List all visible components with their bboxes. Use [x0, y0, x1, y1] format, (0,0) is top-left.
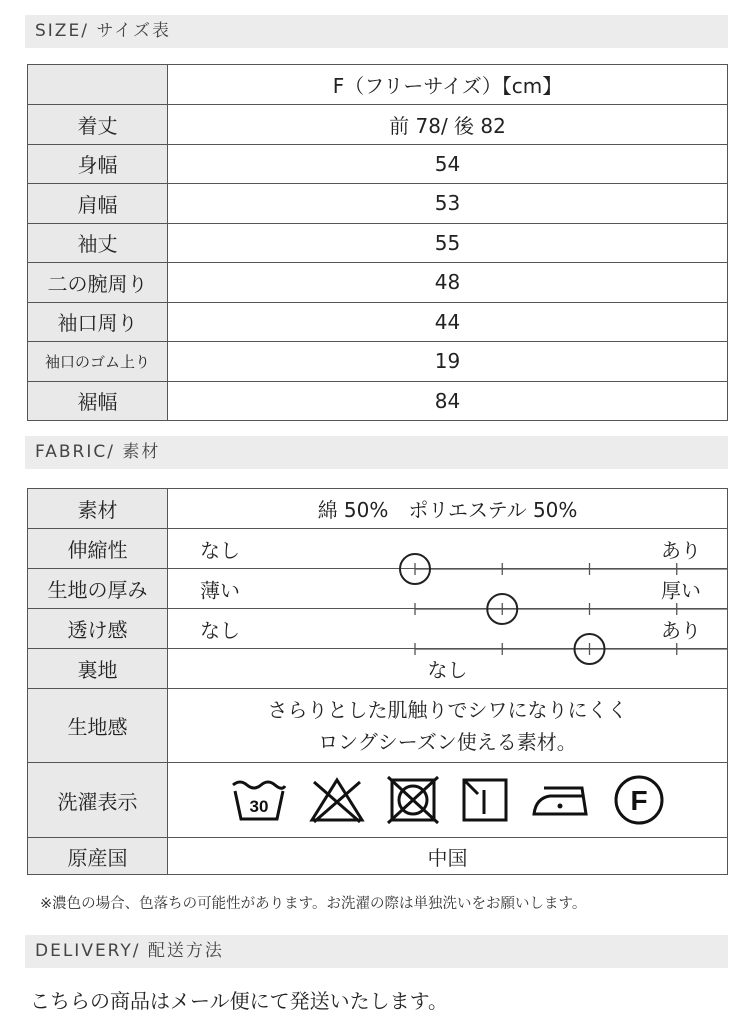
- size-value: 55: [168, 223, 728, 263]
- wash-temp-text: 30: [249, 797, 268, 816]
- table-row: [28, 144, 728, 184]
- size-value: 54: [168, 144, 728, 184]
- thickness-scale-left: 薄い: [200, 578, 240, 602]
- dry-clean-letter: F: [629, 785, 648, 816]
- line-dry-shade-icon: [460, 776, 510, 824]
- sheerness-scale-right: あり: [661, 618, 701, 642]
- table-row: [28, 184, 728, 224]
- sheerness-label: 透け感: [28, 609, 168, 649]
- size-label: 身幅: [28, 144, 168, 184]
- size-value: 53: [168, 184, 728, 224]
- size-label: 肩幅: [28, 184, 168, 224]
- size-value: 19: [168, 342, 728, 382]
- size-table-corner: [28, 65, 168, 105]
- fabric-table: [27, 488, 728, 875]
- size-table-header-row: [28, 65, 728, 105]
- care-label: 洗濯表示: [28, 763, 168, 838]
- stretch-scale-graphic: [168, 549, 728, 589]
- care-note: ※濃色の場合、色落ちの可能性があります。お洗濯の際は単独洗いをお願いします。: [40, 896, 587, 912]
- table-row: [28, 763, 728, 838]
- size-section-header: SIZE/ サイズ表: [25, 15, 728, 48]
- table-row: [28, 105, 728, 145]
- lining-value: なし: [168, 649, 728, 689]
- size-label: 袖口のゴム上り: [28, 342, 168, 382]
- thickness-scale-graphic: [168, 589, 728, 629]
- wash-30-icon: [230, 777, 288, 823]
- table-row: [28, 342, 728, 382]
- no-tumble-dry-icon: [386, 775, 440, 825]
- texture-line-2: ロングシーズン使える素材。: [318, 729, 577, 754]
- material-value: 綿 50% ポリエステル 50%: [168, 489, 728, 529]
- size-label: 裾幅: [28, 381, 168, 421]
- texture-line-1: さらりとした肌触りでシワになりにくく: [267, 697, 628, 722]
- thickness-scale-right: 厚い: [661, 578, 701, 602]
- size-table: [27, 64, 728, 421]
- delivery-text: こちらの商品はメール便にて発送いたします。: [30, 989, 448, 1013]
- size-column-header: F（フリーサイズ）【cm】: [168, 65, 728, 105]
- care-symbols: [168, 763, 728, 838]
- dry-clean-f-icon: [612, 773, 666, 827]
- table-row: [28, 838, 728, 875]
- size-value: 84: [168, 381, 728, 421]
- table-row: [28, 489, 728, 529]
- texture-value: [168, 689, 728, 763]
- lining-label: 裏地: [28, 649, 168, 689]
- table-row: [28, 223, 728, 263]
- size-label: 着丈: [28, 105, 168, 145]
- no-bleach-icon: [308, 776, 366, 824]
- stretch-label: 伸縮性: [28, 529, 168, 569]
- stretch-scale-left: なし: [200, 538, 240, 562]
- table-row: [28, 381, 728, 421]
- sheerness-scale-left: なし: [200, 618, 240, 642]
- size-label: 袖口周り: [28, 302, 168, 342]
- table-row: [28, 529, 728, 569]
- table-row: [28, 302, 728, 342]
- size-label: 袖丈: [28, 223, 168, 263]
- size-value: 48: [168, 263, 728, 303]
- delivery-section-header: DELIVERY/ 配送方法: [25, 935, 728, 968]
- origin-label: 原産国: [28, 838, 168, 875]
- size-value: 前 78/ 後 82: [168, 105, 728, 145]
- fabric-section-header: FABRIC/ 素材: [25, 436, 728, 469]
- size-label: 二の腕周り: [28, 263, 168, 303]
- table-row: [28, 263, 728, 303]
- sheerness-scale-graphic: [168, 629, 728, 669]
- thickness-label: 生地の厚み: [28, 569, 168, 609]
- origin-value: 中国: [168, 838, 728, 875]
- stretch-scale-cell: [168, 529, 728, 569]
- material-label: 素材: [28, 489, 168, 529]
- iron-low-icon: [530, 780, 592, 820]
- table-row: [28, 689, 728, 763]
- size-value: 44: [168, 302, 728, 342]
- stretch-scale-right: あり: [661, 538, 701, 562]
- texture-label: 生地感: [28, 689, 168, 763]
